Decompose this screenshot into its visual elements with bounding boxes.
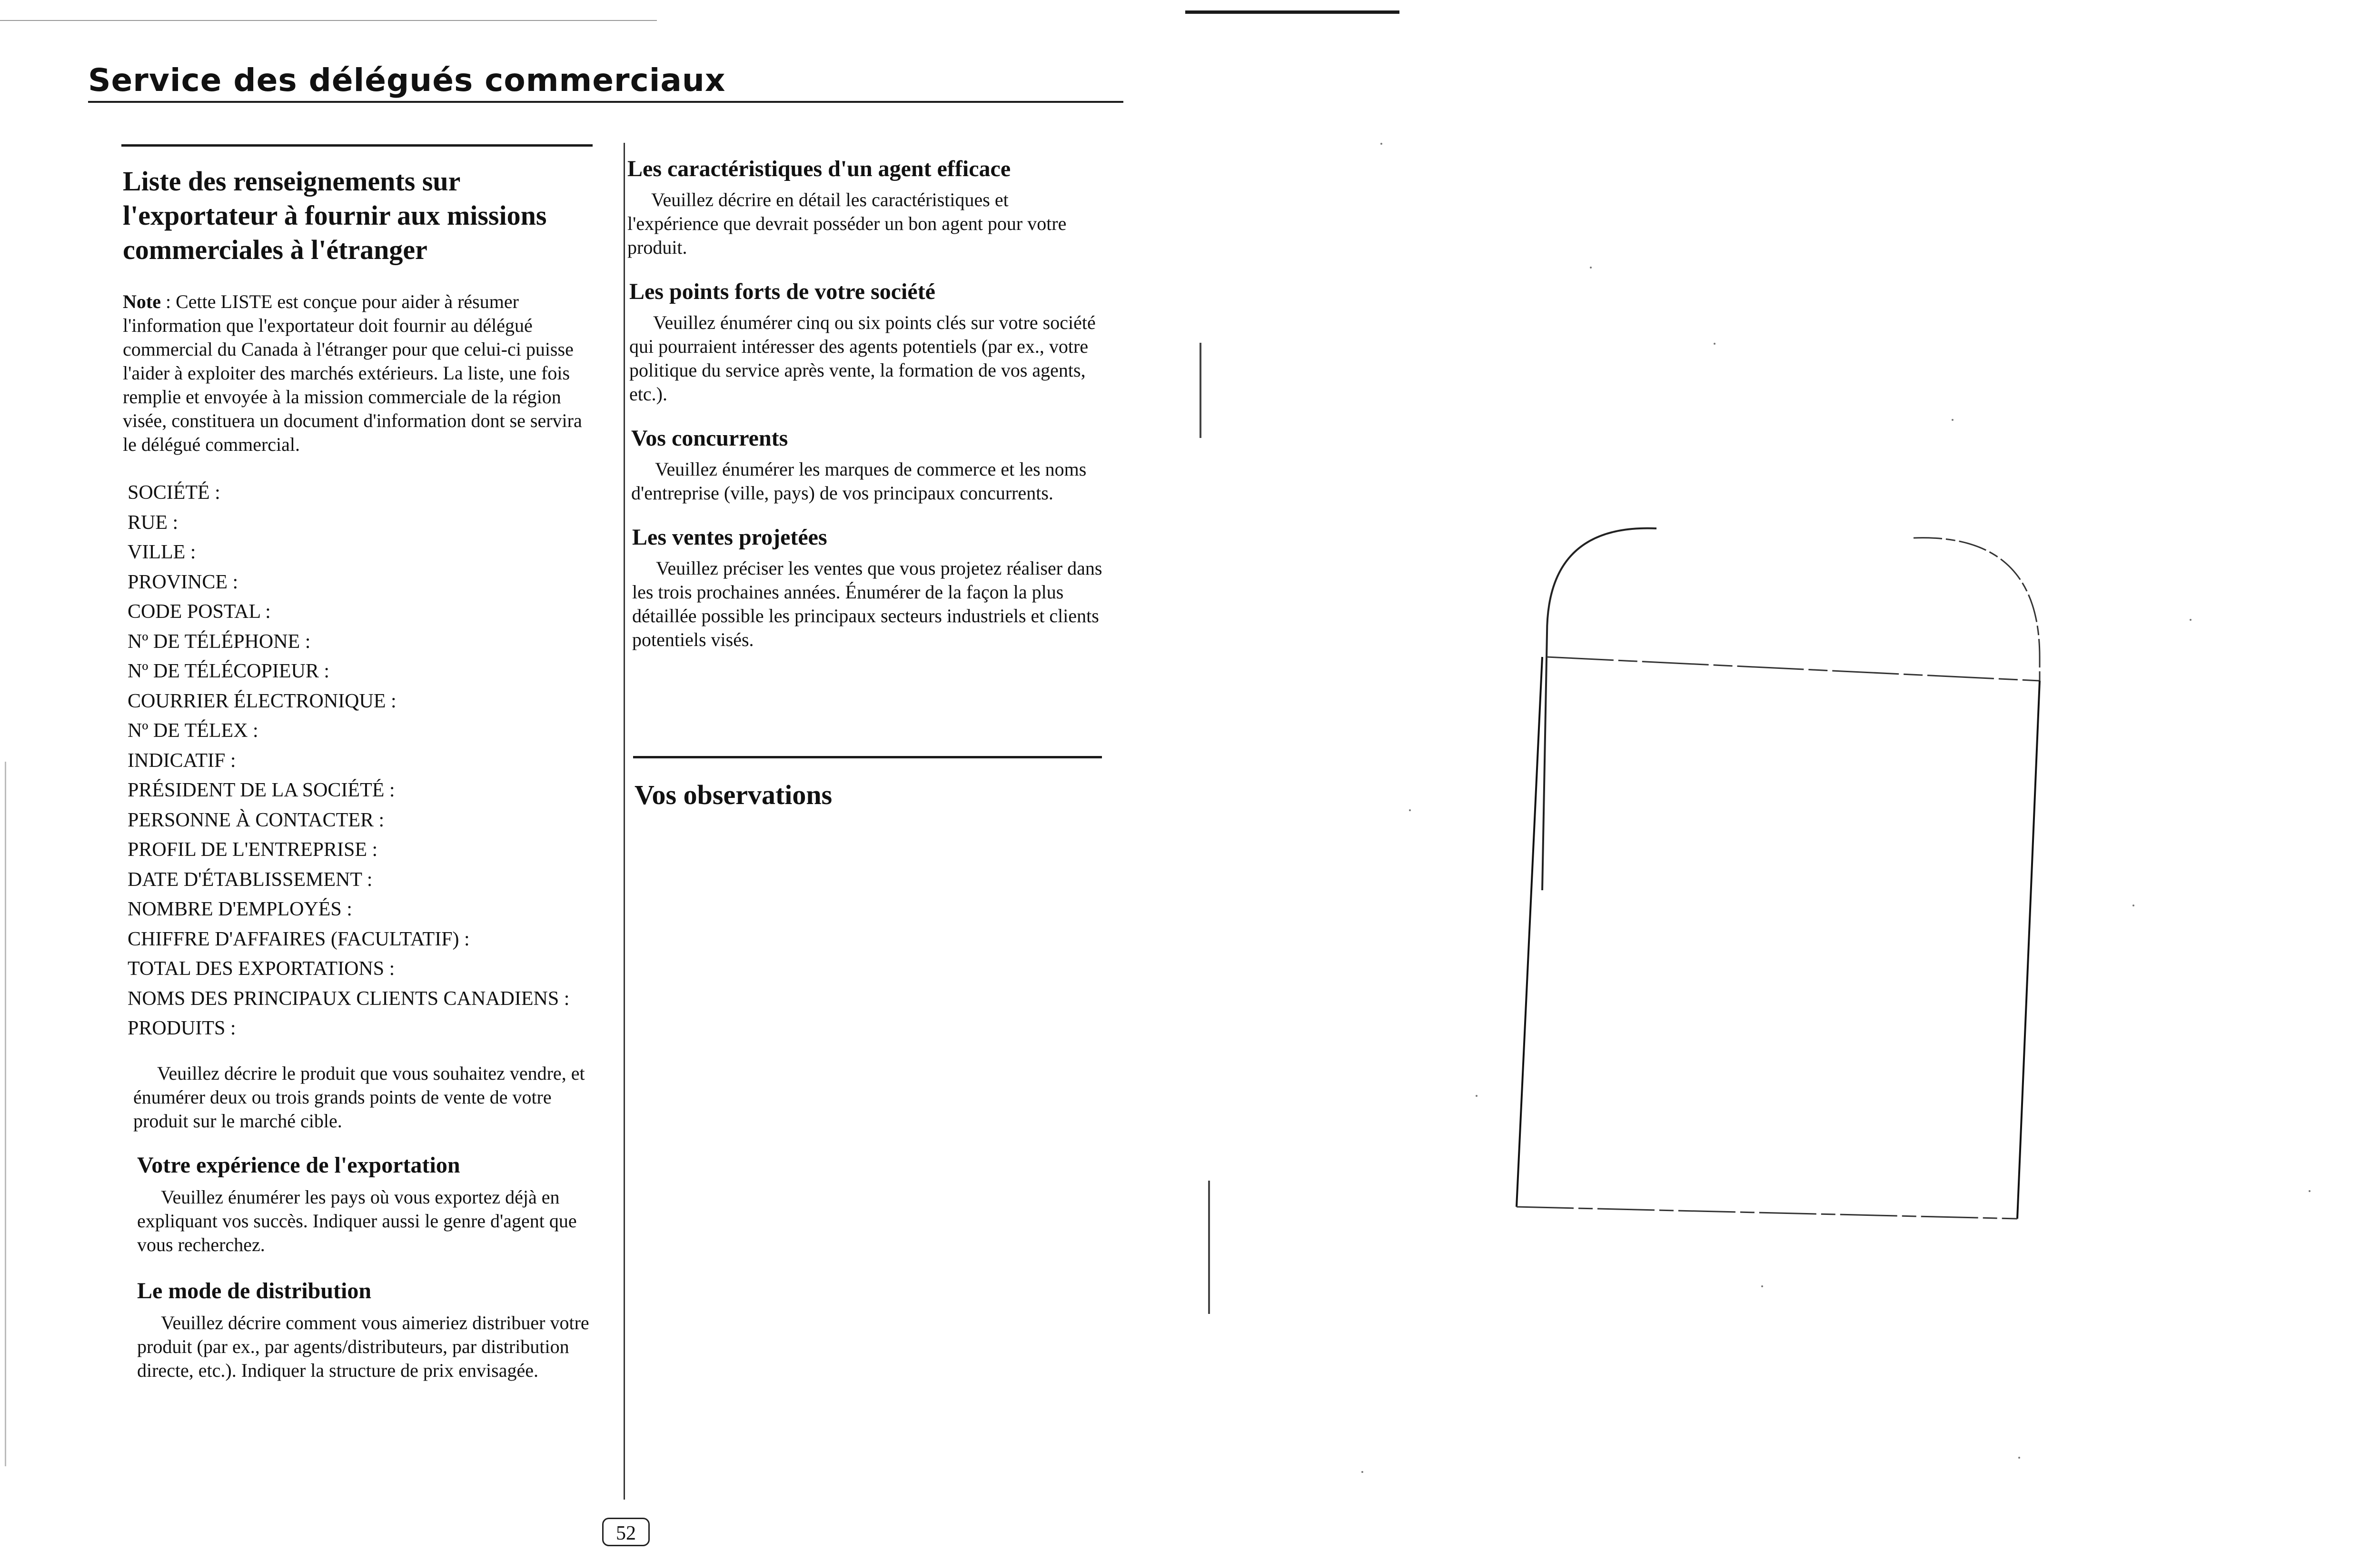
field-chiffre: CHIFFRE D'AFFAIRES (FACULTATIF) : xyxy=(128,928,470,950)
field-clients: NOMS DES PRINCIPAUX CLIENTS CANADIENS : xyxy=(128,987,570,1010)
section-text-distribution: Veuillez décrire comment vous aimeriez distribuer votre produit (par ex., par agents/distributeurs, par distribution directe, etc.). Indiquer la structure de prix envisagée. xyxy=(137,1312,589,1381)
field-contact: PERSONNE À CONTACTER : xyxy=(128,809,385,831)
field-courrier: COURRIER ÉLECTRONIQUE : xyxy=(128,690,397,712)
field-telephone: Nº DE TÉLÉPHONE : xyxy=(128,630,311,653)
speck xyxy=(1590,267,1592,268)
observations-top-rule xyxy=(633,756,1102,758)
scan-mark-left-edge xyxy=(5,762,6,1466)
left-column-top-rule xyxy=(121,144,593,147)
field-societe: SOCIÉTÉ : xyxy=(128,482,220,504)
section-heading-agent: Les caractéristiques d'un agent efficace xyxy=(627,156,1011,181)
speck xyxy=(1380,143,1382,145)
speck xyxy=(2132,905,2134,906)
section-heading-concurrents: Vos concurrents xyxy=(631,426,788,451)
top-edge-rule xyxy=(0,20,657,21)
column-divider xyxy=(624,143,625,1500)
scan-mark-left-2 xyxy=(1208,1181,1210,1314)
field-indicatif: INDICATIF : xyxy=(128,749,236,772)
left-column xyxy=(123,164,599,1382)
middle-column xyxy=(627,155,1103,652)
folder-pocket-outline xyxy=(1499,514,2052,1228)
section-text-ventes: Veuillez préciser les ventes que vous projetez réaliser dans les trois prochaines années. Énumérer de la façon la plus détaillée possible les principaux secteurs industriels et clients potentiels visés. xyxy=(632,557,1102,650)
field-president: PRÉSIDENT DE LA SOCIÉTÉ : xyxy=(128,779,395,801)
note-text: : Cette LISTE est conçue pour aider à résumer l'information que l'exportateur doit fournir au délégué commercial du Canada à l'étranger pour que celui-ci puisse l'aider à exploiter des marchés extérieurs. La liste, une fois remplie et envoyée à la mission commerciale de la région visée, constituera un document d'information dont se servira le délégué commercial. xyxy=(123,291,582,455)
checklist-note xyxy=(123,290,599,457)
section-heading-ventes: Les ventes projetées xyxy=(632,525,827,550)
section-text-agent: Veuillez décrire en détail les caractéristiques et l'expérience que devrait posséder un bon agent pour votre produit. xyxy=(627,189,1067,258)
produits-description: Veuillez décrire le produit que vous souhaitez vendre, et énumérer deux ou trois grands points de vente de votre produit sur le marché cible. xyxy=(133,1062,585,1132)
section-text-points-forts: Veuillez énumérer cinq ou six points clés sur votre société qui pourraient intéresser des agents potentiels (par ex., votre politique du service après vente, la formation de vos agents, etc.). xyxy=(629,312,1096,405)
page-header-title: Service des délégués commerciaux xyxy=(88,62,726,99)
field-employes: NOMBRE D'EMPLOYÉS : xyxy=(128,898,352,920)
field-telex: Nº DE TÉLEX : xyxy=(128,720,258,742)
speck xyxy=(2018,1457,2020,1459)
field-exportations: TOTAL DES EXPORTATIONS : xyxy=(128,958,395,980)
observations-title: Vos observations xyxy=(635,779,833,810)
top-right-stub-rule xyxy=(1185,10,1399,14)
speck xyxy=(1476,1095,1478,1097)
field-produits: PRODUITS : xyxy=(128,1017,236,1039)
field-profil: PROFIL DE L'ENTREPRISE : xyxy=(128,839,378,861)
field-ville: VILLE : xyxy=(128,541,196,563)
info-field-list xyxy=(128,478,599,1044)
speck xyxy=(1714,343,1716,345)
field-date: DATE D'ÉTABLISSEMENT : xyxy=(128,868,373,891)
speck xyxy=(1952,419,1954,421)
page-number: 52 xyxy=(602,1518,650,1546)
section-heading-points-forts: Les points forts de votre société xyxy=(629,279,935,304)
speck xyxy=(2190,619,2192,621)
section-heading-experience: Votre expérience de l'exportation xyxy=(137,1152,460,1178)
header-underline xyxy=(88,101,1123,103)
section-text-concurrents: Veuillez énumérer les marques de commerce et les noms d'entreprise (ville, pays) de vos principaux concurrents. xyxy=(631,458,1087,504)
field-province: PROVINCE : xyxy=(128,571,238,593)
speck xyxy=(2309,1190,2311,1192)
speck xyxy=(1761,1285,1763,1287)
section-heading-distribution: Le mode de distribution xyxy=(137,1278,372,1303)
checklist-title: Liste des renseignements sur l'exportateur à fournir aux missions commerciales à l'étranger xyxy=(123,166,547,265)
speck xyxy=(1409,809,1411,811)
field-code-postal: CODE POSTAL : xyxy=(128,601,271,623)
scan-mark-left-1 xyxy=(1200,343,1201,438)
speck xyxy=(1361,1471,1363,1473)
note-label: Note xyxy=(123,291,161,312)
field-rue: RUE : xyxy=(128,511,178,534)
section-text-experience: Veuillez énumérer les pays où vous exportez déjà en expliquant vos succès. Indiquer aussi le genre d'agent que vous recherchez. xyxy=(137,1186,577,1255)
field-telecopieur: Nº DE TÉLÉCOPIEUR : xyxy=(128,660,330,682)
